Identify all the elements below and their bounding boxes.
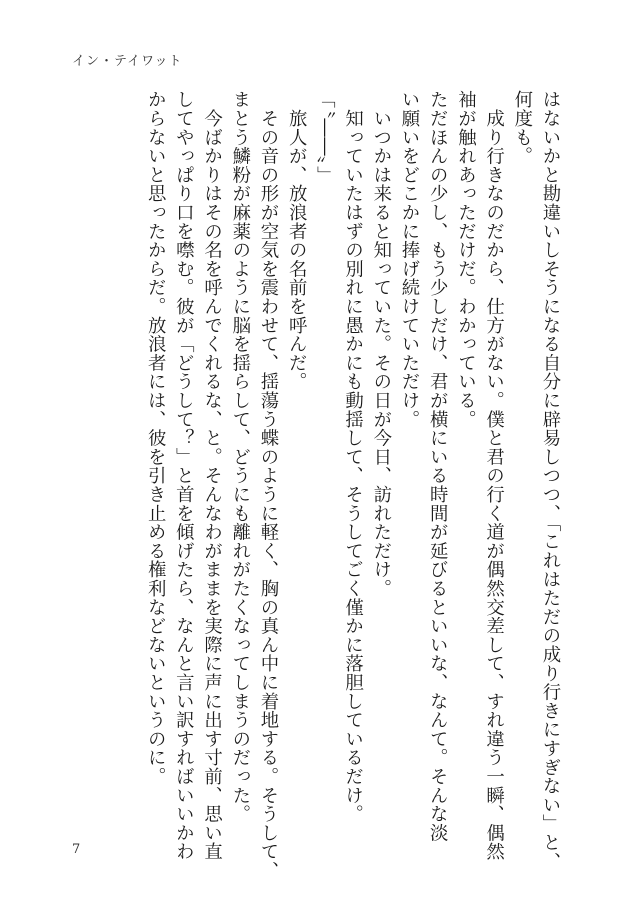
text-line: 今ばかりはその名を呼んでくれるな、と。そんなわがままを実際に声に出す寸前、思い直	[201, 90, 223, 861]
text-line: ただほんの少し、もう少しだけ、君が横にいる時間が延びるといいな、なんて。そんな淡	[427, 90, 449, 842]
text-line: 旅人が、放浪者の名前を呼んだ。	[286, 90, 308, 391]
text-line: からないと思ったからだ。放浪者には、彼を引き止める権利などないというのに。	[145, 90, 167, 786]
page-number: 7	[72, 842, 81, 857]
body-text	[141, 90, 564, 880]
text-line: い願いをどこかに捧げ続けていただけ。	[398, 90, 420, 429]
text-line: 「〝――〟」	[314, 90, 336, 185]
text-line: いつかは来ると知っていた。その日が今日、訪れただけ。	[370, 90, 392, 598]
text-line: 袖が触れあっただけだ。わかっている。	[455, 90, 477, 429]
text-line: 知っていたはずの別れに愚かにも動揺して、そうしてごく僅かに落胆しているだけ。	[342, 90, 364, 824]
text-line: まとう鱗粉が麻薬のように脳を揺らして、どうにも離れがたくなってしまうのだった。	[229, 90, 251, 824]
text-line: してやっぱり口を噤む。彼が「どうして？」と首を傾げたら、なんと言い訳すればいいかわ	[173, 90, 195, 861]
running-head: イン・テイワット	[72, 54, 183, 69]
text-line: 何度も。	[511, 90, 533, 166]
text-line: 成り行きなのだから、仕方がない。僕と君の行く道が偶然交差して、すれ違う一瞬、偶然	[483, 90, 505, 861]
text-line: はないかと勘違いしそうになる自分に辟易しつつ、「これはただの成り行きにすぎない」と、	[540, 90, 561, 871]
text-line: その音の形が空気を震わせて、揺蕩う蝶のように軽く、胸の真ん中に着地する。そうして、	[257, 90, 279, 880]
